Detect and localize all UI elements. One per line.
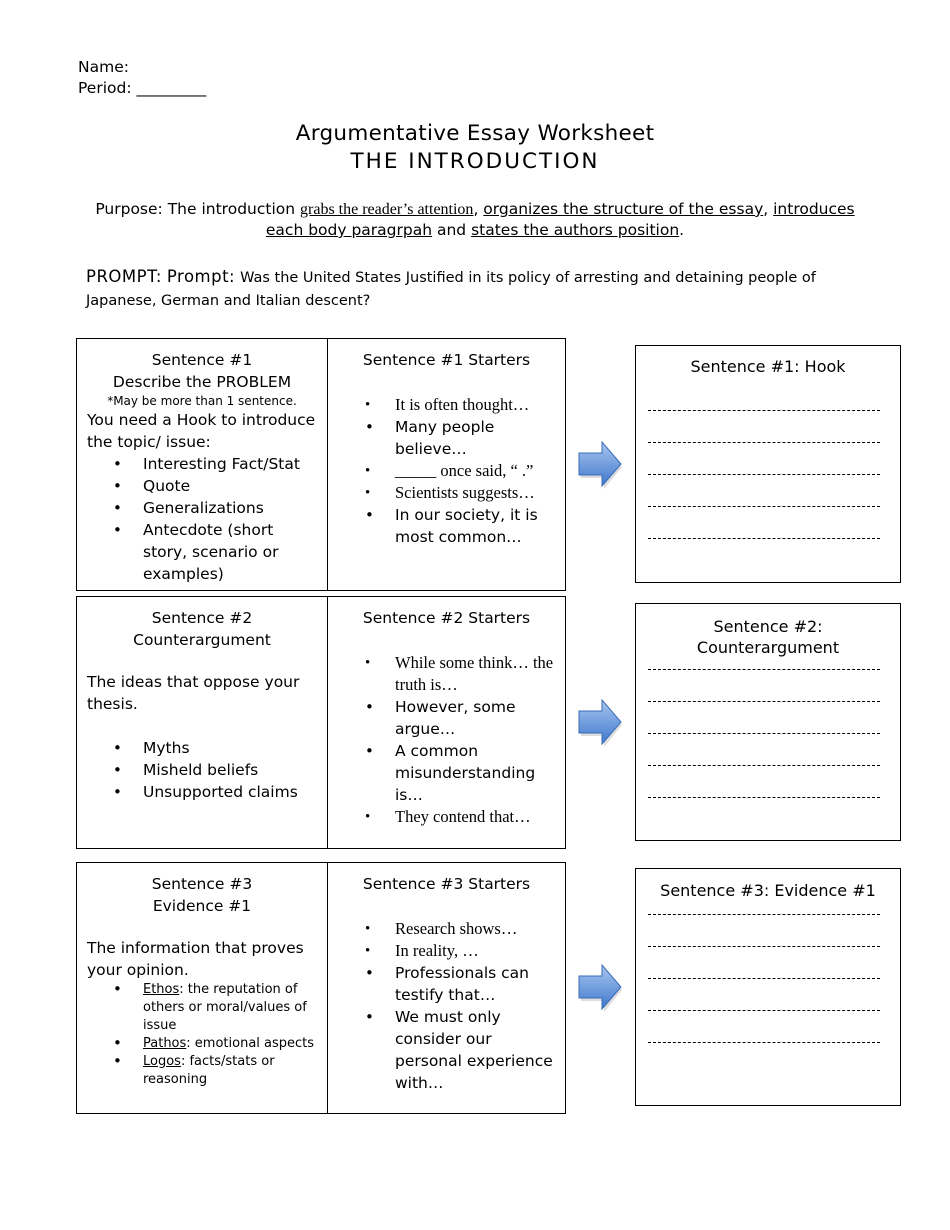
- sentence-2-row: [76, 596, 566, 849]
- list-item: • Scientists suggests…: [338, 482, 555, 504]
- list-item: • Myths: [87, 737, 317, 759]
- list-item-logos: [87, 1053, 317, 1089]
- right-arrow-icon: [577, 699, 623, 747]
- purpose-part-3: introduces each body paragrpah: [265, 200, 855, 239]
- writing-line[interactable]: [636, 774, 900, 806]
- writing-line[interactable]: [636, 419, 900, 451]
- sentence-2-box-title: Sentence #2: Counterargument: [696, 617, 840, 657]
- sentence-2-title: Sentence #2: [151, 609, 253, 627]
- period: .: [679, 221, 685, 239]
- sentence-3-box-title: Sentence #3: Evidence #1: [660, 881, 876, 900]
- ethos-desc: : the reputation of others or moral/values of issue: [143, 982, 307, 1033]
- writing-line[interactable]: [636, 923, 900, 955]
- list-item: • Misheld beliefs: [87, 759, 317, 781]
- sentence-1-starters-title: Sentence #1 Starters: [362, 351, 531, 369]
- list-item: • They contend that…: [338, 806, 555, 828]
- right-arrow-icon: [577, 441, 623, 489]
- hook-types-list: [87, 453, 317, 585]
- sentence-1-answer-box[interactable]: [635, 345, 901, 583]
- sentence-2-starters: [328, 597, 565, 848]
- list-item: • Unsupported claims: [87, 781, 317, 803]
- sentence-3-answer-box[interactable]: [635, 868, 901, 1106]
- sentence-3-row: [76, 862, 566, 1114]
- writing-line[interactable]: [636, 987, 900, 1019]
- list-item: • In our society, it is most common…: [338, 504, 555, 548]
- name-field-label[interactable]: Name:: [78, 58, 129, 76]
- separator: ,: [763, 200, 774, 218]
- student-info: [78, 57, 206, 99]
- sentence-2-description: [77, 597, 328, 848]
- sentence-2-answer-box[interactable]: [635, 603, 901, 841]
- separator: ,: [473, 200, 484, 218]
- sentence-2-starters-title: Sentence #2 Starters: [362, 609, 531, 627]
- sentence-1-body: You need a Hook to introduce the topic/ issue:: [87, 411, 316, 451]
- sentence-3-starters-title: Sentence #3 Starters: [362, 875, 531, 893]
- writing-line[interactable]: [636, 483, 900, 515]
- sentence-3-starters: [328, 863, 565, 1113]
- prompt-text: Was the United States Justified in its policy of arresting and detaining people of Japanese, German and Italian descent?: [86, 270, 816, 309]
- writing-line[interactable]: [636, 387, 900, 419]
- evidence-types-list: [87, 981, 317, 1089]
- list-item: • _____ once said, “ .”: [338, 460, 555, 482]
- separator: and: [432, 221, 472, 239]
- sentence-3-body: The information that proves your opinion.: [87, 939, 304, 979]
- list-item-pathos: [87, 1035, 317, 1053]
- list-item: • Generalizations: [87, 497, 317, 519]
- purpose-part-1: grabs the reader’s attention: [300, 201, 474, 218]
- starters-list: [338, 394, 555, 548]
- sentence-1-box-title: Sentence #1: Hook: [690, 357, 846, 376]
- purpose-label: Purpose:: [95, 200, 163, 218]
- sentence-1-row: [76, 338, 566, 591]
- ethos-term: Ethos: [143, 982, 180, 997]
- list-item: • Quote: [87, 475, 317, 497]
- purpose-statement: [85, 199, 865, 241]
- sentence-3-title: Sentence #3: [151, 875, 253, 893]
- logos-desc: : facts/stats or reasoning: [143, 1054, 275, 1087]
- writing-line[interactable]: [636, 901, 900, 923]
- list-item: • Interesting Fact/Stat: [87, 453, 317, 475]
- pathos-desc: : emotional aspects: [186, 1036, 315, 1051]
- sentence-1-subtitle: Describe the PROBLEM: [112, 373, 292, 391]
- counterargument-types-list: [87, 737, 317, 803]
- writing-line[interactable]: [636, 451, 900, 483]
- pathos-term: Pathos: [143, 1036, 187, 1051]
- sentence-3-subtitle: Evidence #1: [152, 897, 252, 915]
- list-item: • However, some argue…: [338, 696, 555, 740]
- sentence-1-description: [77, 339, 328, 590]
- logos-term: Logos: [143, 1054, 181, 1069]
- worksheet-subtitle: THE INTRODUCTION: [350, 149, 600, 174]
- writing-line[interactable]: [636, 955, 900, 987]
- prompt-label: PROMPT:: [86, 267, 162, 286]
- right-arrow-icon: [577, 964, 623, 1012]
- prompt-sublabel: Prompt:: [166, 267, 236, 286]
- list-item: • It is often thought…: [338, 394, 555, 416]
- list-item: • Antecdote (short story, scenario or examples): [87, 519, 317, 585]
- list-item: • Professionals can testify that…: [338, 962, 555, 1006]
- sentence-1-title: Sentence #1: [151, 351, 253, 369]
- purpose-part-4: states the authors position: [471, 221, 680, 239]
- writing-line[interactable]: [636, 678, 900, 710]
- list-item: • We must only consider our personal experience with…: [338, 1006, 555, 1094]
- sentence-1-note: *May be more than 1 sentence.: [107, 394, 297, 408]
- list-item: • Research shows…: [338, 918, 555, 940]
- worksheet-title: Argumentative Essay Worksheet: [295, 121, 655, 146]
- writing-line[interactable]: [636, 742, 900, 774]
- sentence-2-body: The ideas that oppose your thesis.: [87, 673, 300, 713]
- starters-list: [338, 918, 555, 1094]
- sentence-1-starters: [328, 339, 565, 590]
- list-item: • A common misunderstanding is…: [338, 740, 555, 806]
- list-item: • While some think… the truth is…: [338, 652, 555, 696]
- writing-line[interactable]: [636, 710, 900, 742]
- prompt: [86, 266, 846, 312]
- starters-list: [338, 652, 555, 828]
- period-field-label[interactable]: Period: _________: [78, 79, 207, 97]
- purpose-part-2: organizes the structure of the essay: [483, 200, 764, 218]
- page-title: [0, 120, 950, 176]
- writing-line[interactable]: [636, 1019, 900, 1051]
- purpose-intro: The introduction: [167, 200, 296, 218]
- list-item: • In reality, …: [338, 940, 555, 962]
- sentence-3-description: [77, 863, 328, 1113]
- writing-line[interactable]: [636, 515, 900, 547]
- list-item: • Many people believe…: [338, 416, 555, 460]
- sentence-2-subtitle: Counterargument: [133, 631, 271, 649]
- writing-line[interactable]: [636, 658, 900, 678]
- list-item-ethos: [87, 981, 317, 1035]
